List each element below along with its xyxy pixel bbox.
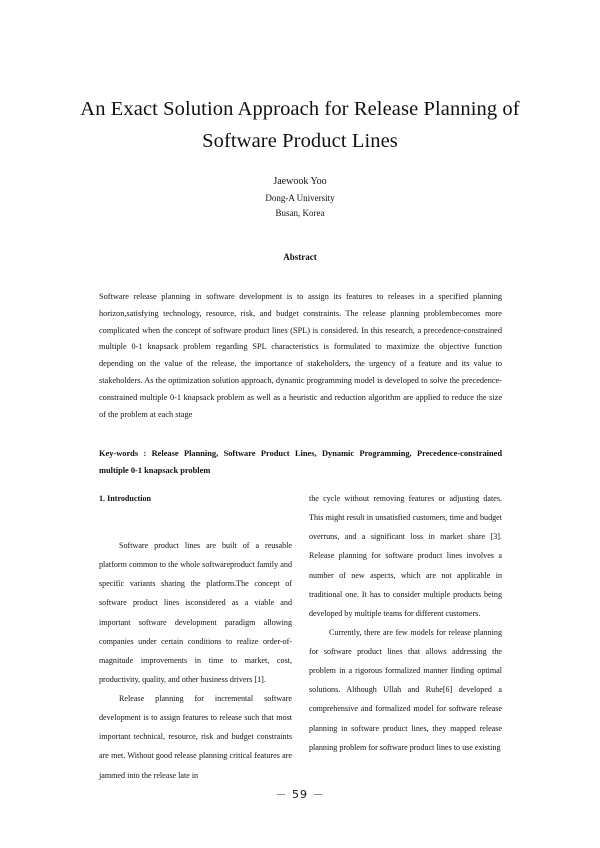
author-affiliation: Dong-A University <box>265 193 335 203</box>
section-heading-introduction: 1. Introduction <box>99 494 152 503</box>
abstract-heading: Abstract <box>283 252 317 262</box>
intro-paragraph-4: Currently, there are few models for release planning for software product lines that allows addressing the problem in a rigorous formalized manner finding optimal solutions. Although Ullah and Ruhe[6] developed a comprehensive and formalized model for software release planning in software product lines, they mapped release planning problem for software product lines to use existing <box>309 627 502 752</box>
left-column <box>99 489 292 785</box>
intro-paragraph-3: the cycle without removing features or adjusting dates. This might result in unsatisfied customers, time and budget overruns, and a significant loss in market share [3]. Release planning for software product lines involves a number of new aspects, which are not applicable in traditional one. It has to consider multiple products being developed by multiple teams for different customers. <box>309 494 502 618</box>
title-line-2: Software Product Lines <box>202 130 398 152</box>
abstract-body: Software release planning in software development is to assign its features to releases in a specified planning horizon,satisfying technology, resource, risk, and budget constraints. The release planning problembecomes more complicated when the concept of software product lines (SPL) is considered. In this research, a precedence-constrained multiple 0-1 knapsack problem regarding SPL characteristics is formulated to maximize the objective function depending on the value of the release, the importance of stakeholders, the urgency of a feature and its value to stakeholders. As the optimization solution approach, dynamic programming model is developed to solve the precedence-constrained multiple 0-1 knapsack problem as well as a heuristic and reduction algorithm are applied to reduce the size of the problem at each stage <box>99 292 502 419</box>
author-location: Busan, Korea <box>275 208 325 218</box>
author-name: Jaewook Yoo <box>273 176 327 187</box>
intro-paragraph-2: Release planning for incremental software development is to assign features to release such that most important technical, resource, risk and budget constraints are met. Without good release planning critical features are jammed into the release late in <box>99 694 292 780</box>
title-line-1: An Exact Solution Approach for Release Planning of <box>80 98 520 120</box>
intro-paragraph-1: Software product lines are built of a reusable platform common to the whole softwareproduct family and specific variants sharing the platform.The concept of software product lines isconsidered as a viable and important software development paradigm allowing companies under certain conditions to realize order-of-magnitude improvements in time to market, cost, productivity, quality, and other business drivers [1]. <box>99 541 292 684</box>
right-column <box>309 489 502 757</box>
paper-title <box>0 93 600 157</box>
keywords: Key-words : Release Planning, Software Product Lines, Dynamic Programming, Precedence-constrained multiple 0-1 knapsack problem <box>99 449 502 475</box>
page-number: － 59 － <box>275 788 325 801</box>
